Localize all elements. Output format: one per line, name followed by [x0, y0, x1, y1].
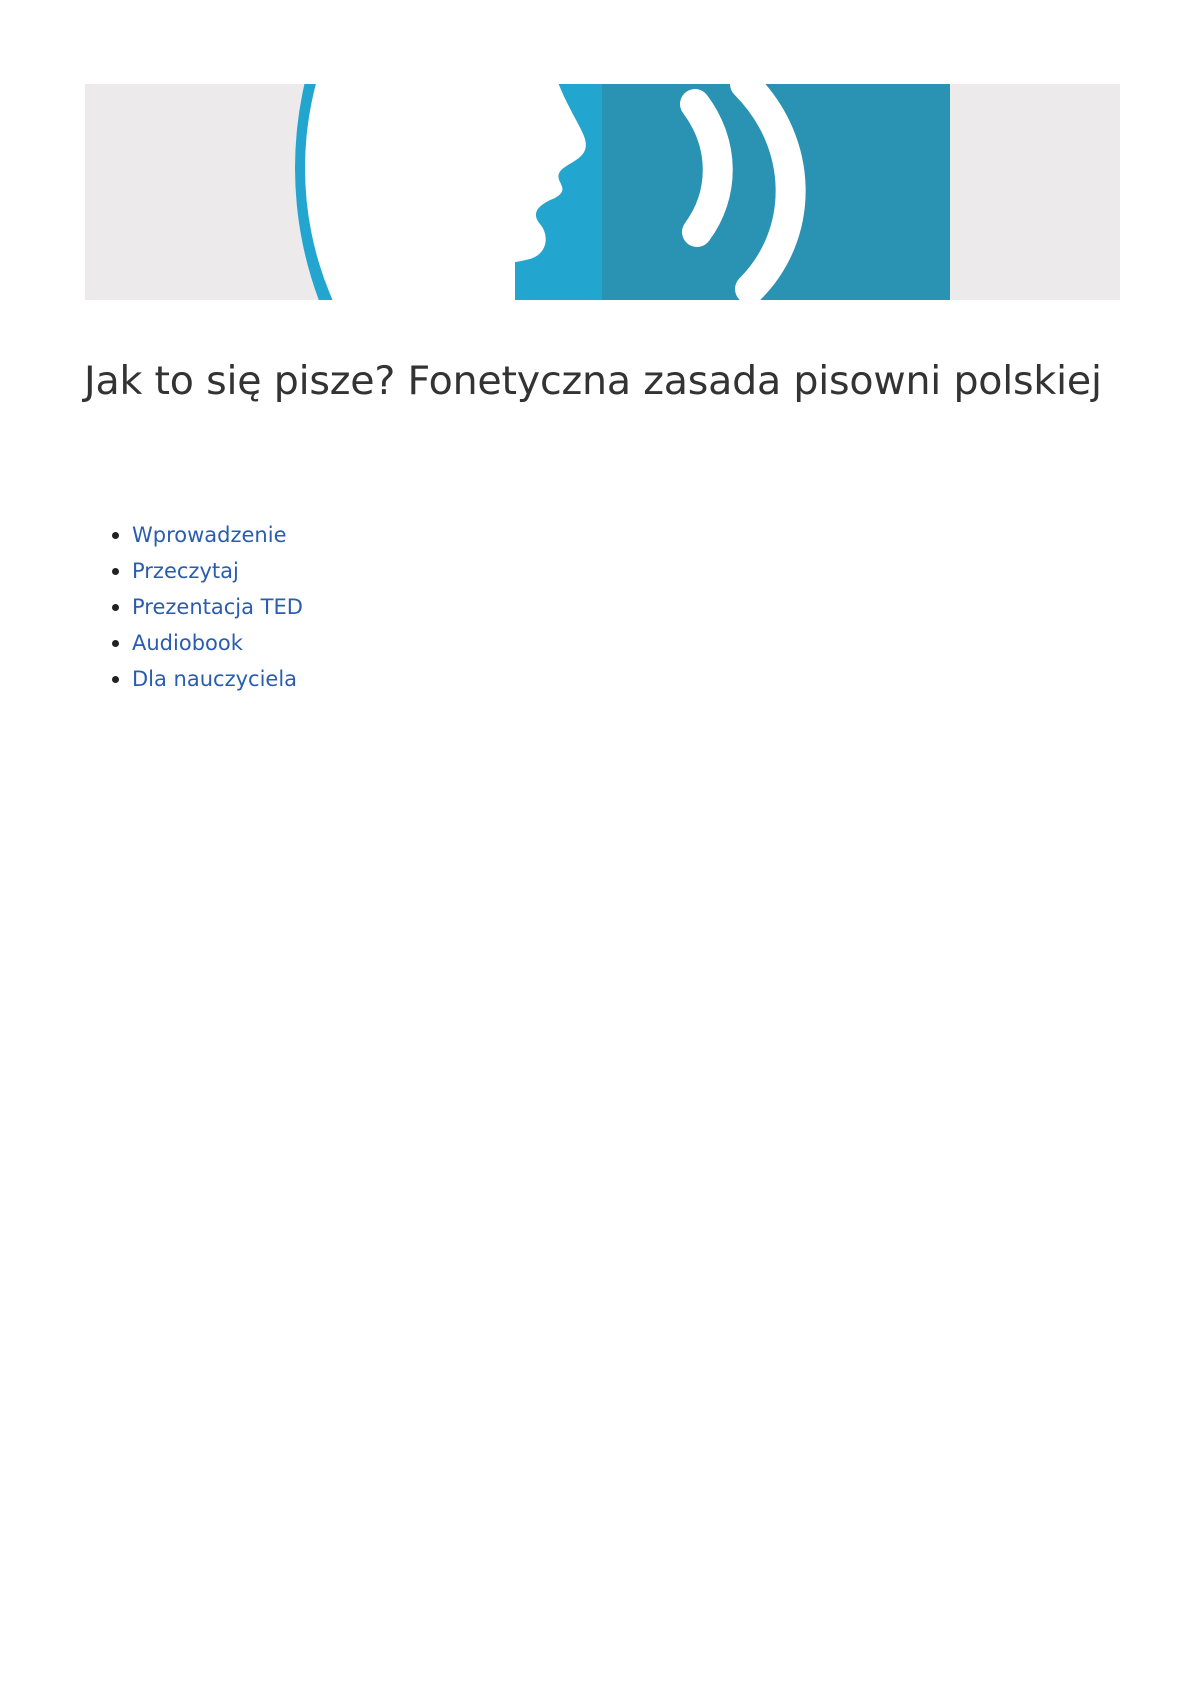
speaking-head-icon [85, 84, 1120, 300]
bullet-icon [112, 568, 119, 575]
page-title: Jak to się pisze? Fonetyczna zasada pisowni polskiej [84, 358, 1102, 404]
toc-link-dla-nauczyciela[interactable]: Dla nauczyciela [132, 667, 298, 691]
toc-link-wprowadzenie[interactable]: Wprowadzenie [132, 523, 287, 547]
bullet-icon [112, 640, 119, 647]
toc-item [132, 553, 303, 589]
toc-item [132, 589, 303, 625]
toc-item [132, 625, 303, 661]
bullet-icon [112, 676, 119, 683]
toc-link-prezentacja-ted[interactable]: Prezentacja TED [132, 595, 303, 619]
toc-link-przeczytaj[interactable]: Przeczytaj [132, 559, 239, 583]
bullet-icon [112, 532, 119, 539]
table-of-contents [132, 517, 303, 697]
toc-link-audiobook[interactable]: Audiobook [132, 631, 243, 655]
banner [85, 84, 1120, 300]
toc-item [132, 661, 303, 697]
bullet-icon [112, 604, 119, 611]
toc-item [132, 517, 303, 553]
